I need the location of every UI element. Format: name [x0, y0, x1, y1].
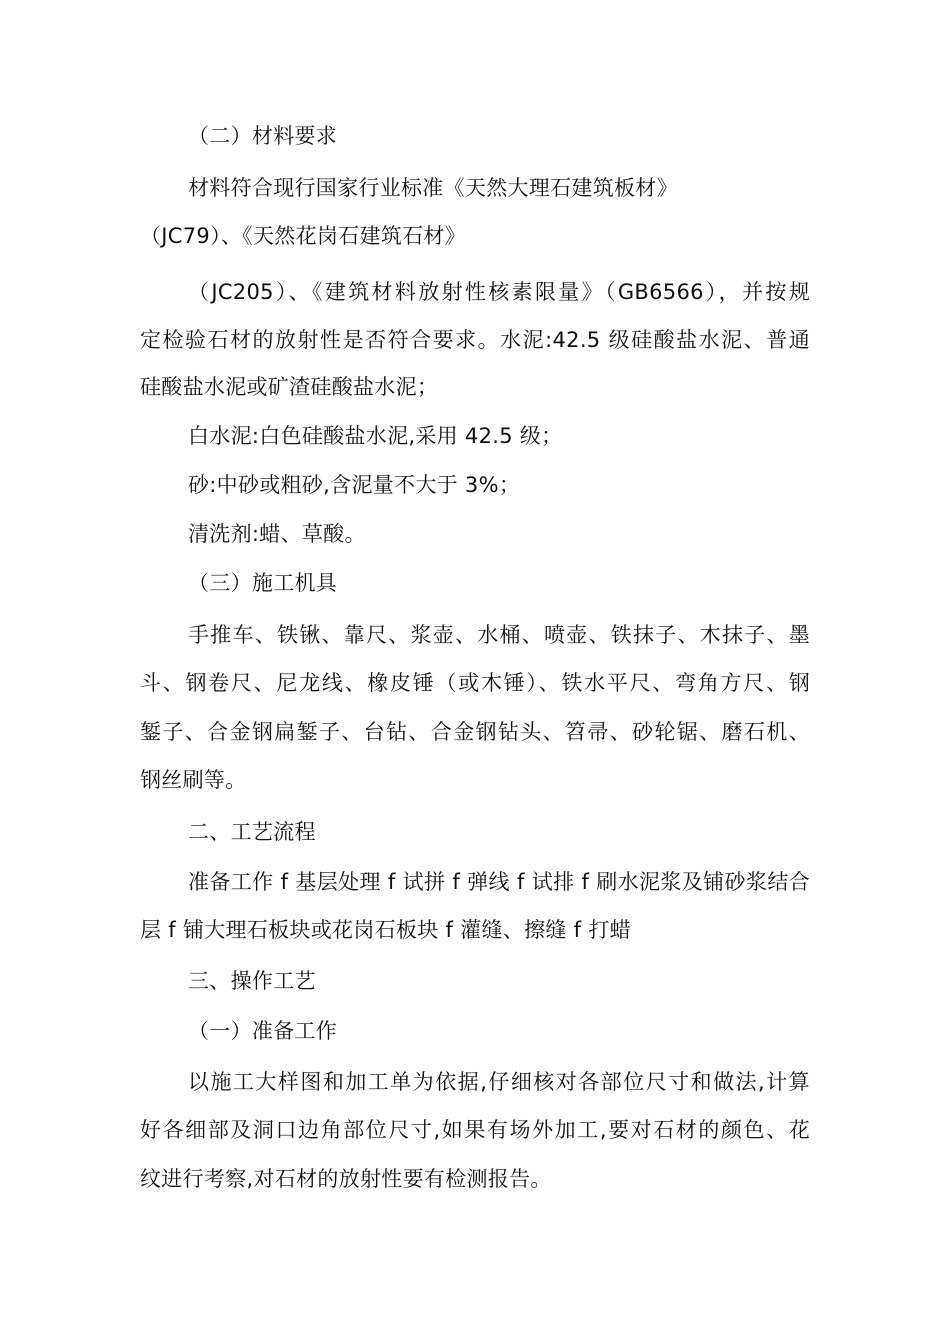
section-heading-process: 二、工艺流程	[188, 820, 316, 844]
section-heading-tools: （三）施工机具	[188, 571, 338, 595]
paragraph-line: 钢丝刷等。	[140, 768, 247, 792]
section-heading-materials: （二）材料要求	[188, 124, 338, 148]
section-heading-operation: 三、操作工艺	[188, 969, 316, 993]
paragraph-line: 硅酸盐水泥或矿渣硅酸盐水泥；	[140, 375, 439, 399]
paragraph-line: 手推车、铁锹、靠尺、浆壶、水桶、喷壶、铁抹子、木抹子、墨	[188, 623, 810, 647]
paragraph-line: 准备工作 f 基层处理 f 试拼 f 弹线 f 试排 f 刷水泥浆及铺砂浆结合	[188, 870, 810, 894]
paragraph-line: 材料符合现行国家行业标准《天然大理石建筑板材》	[188, 176, 678, 200]
paragraph-line: 砂:中砂或粗砂,含泥量不大于 3%；	[188, 473, 521, 497]
paragraph-line: 纹进行考察,对石材的放射性要有检测报告。	[140, 1167, 552, 1191]
paragraph-line: 层 f 铺大理石板块或花岗石板块 f 灌缝、擦缝 f 打蜡	[140, 918, 631, 942]
paragraph-line: 以施工大样图和加工单为依据,仔细核对各部位尺寸和做法,计算	[188, 1070, 810, 1094]
paragraph-line: 好各细部及洞口边角部位尺寸,如果有场外加工,要对石材的颜色、花	[140, 1118, 810, 1142]
paragraph-line: （JC79）、《天然花岗石建筑石材》	[140, 224, 466, 248]
paragraph-line: 錾子、合金钢扁錾子、台钻、合金钢钻头、笤帚、砂轮锯、磨石机、	[140, 720, 810, 744]
paragraph-line: 定检验石材的放射性是否符合要求。水泥:42.5 级硅酸盐水泥、普通	[140, 328, 810, 352]
paragraph-line: （JC205）、《建筑材料放射性核素限量》（GB6566），并按规	[188, 280, 810, 304]
section-heading-preparation: （一）准备工作	[188, 1019, 338, 1043]
paragraph-line: 斗、钢卷尺、尼龙线、橡皮锤（或木锤）、铁水平尺、弯角方尺、钢	[140, 671, 810, 695]
paragraph-line: 白水泥:白色硅酸盐水泥,采用 42.5 级；	[188, 424, 563, 448]
paragraph-line: 清洗剂:蜡、草酸。	[188, 522, 366, 546]
